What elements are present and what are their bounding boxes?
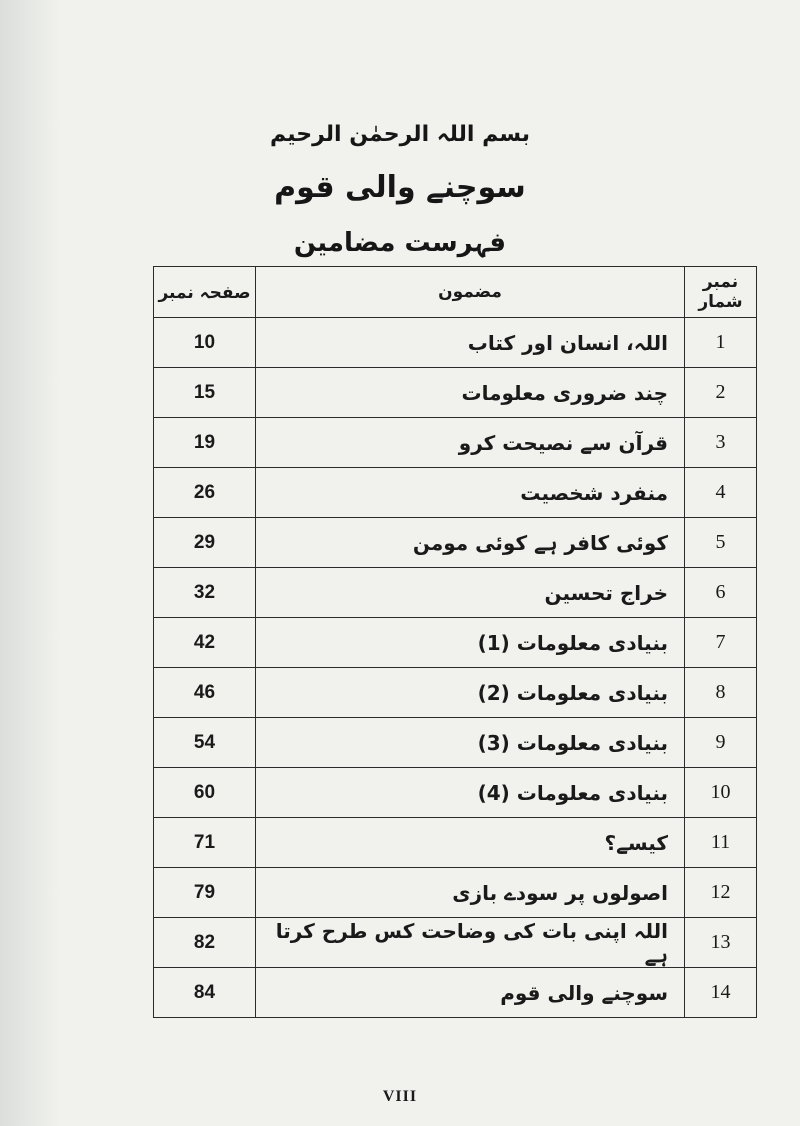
row-page: 42 (154, 618, 256, 668)
row-page: 15 (154, 368, 256, 418)
table-header-row (154, 267, 757, 318)
table-row (154, 618, 757, 668)
row-title: قرآن سے نصیحت کرو (256, 418, 685, 468)
row-page: 10 (154, 318, 256, 368)
toc-heading: فہرست مضامین (293, 228, 507, 258)
row-page: 26 (154, 468, 256, 518)
page-edge-shadow (0, 0, 60, 1126)
contents-table (153, 266, 757, 1018)
row-title: بنیادی معلومات (2) (256, 668, 685, 718)
row-title: اللہ، انسان اور کتاب (256, 318, 685, 368)
column-header-topic: مضمون (256, 267, 685, 318)
row-page: 46 (154, 668, 256, 718)
table-row (154, 468, 757, 518)
row-number: 4 (685, 468, 757, 518)
page-number: VIII (382, 1088, 418, 1105)
row-title: کیسے؟ (256, 818, 685, 868)
row-page: 82 (154, 918, 256, 968)
table-row (154, 718, 757, 768)
table-row (154, 818, 757, 868)
row-title: منفرد شخصیت (256, 468, 685, 518)
row-title: اصولوں پر سودے بازی (256, 868, 685, 918)
row-number: 14 (685, 968, 757, 1018)
column-header-page: صفحہ نمبر (154, 267, 256, 318)
row-page: 19 (154, 418, 256, 468)
row-page: 29 (154, 518, 256, 568)
table-row (154, 518, 757, 568)
row-title: بنیادی معلومات (4) (256, 768, 685, 818)
row-title: چند ضروری معلومات (256, 368, 685, 418)
row-page: 60 (154, 768, 256, 818)
row-number: 1 (685, 318, 757, 368)
row-title: اللہ اپنی بات کی وضاحت کس طرح کرتا ہے (256, 918, 685, 968)
table-row (154, 368, 757, 418)
book-title: سوچنے والی قوم (274, 170, 526, 205)
row-number: 11 (685, 818, 757, 868)
table-row (154, 968, 757, 1018)
bismillah: بسم اللہ الرحمٰن الرحیم (269, 122, 530, 147)
row-number: 12 (685, 868, 757, 918)
row-page: 71 (154, 818, 256, 868)
row-number: 7 (685, 618, 757, 668)
row-number: 6 (685, 568, 757, 618)
row-number: 13 (685, 918, 757, 968)
table-row (154, 668, 757, 718)
row-page: 84 (154, 968, 256, 1018)
row-page: 54 (154, 718, 256, 768)
row-title: سوچنے والی قوم (256, 968, 685, 1018)
row-title: کوئی کافر ہے کوئی مومن (256, 518, 685, 568)
row-page: 32 (154, 568, 256, 618)
row-page: 79 (154, 868, 256, 918)
table-row (154, 868, 757, 918)
row-title: خراج تحسین (256, 568, 685, 618)
row-number: 10 (685, 768, 757, 818)
table-row (154, 318, 757, 368)
row-number: 9 (685, 718, 757, 768)
table-row (154, 568, 757, 618)
row-number: 3 (685, 418, 757, 468)
row-number: 8 (685, 668, 757, 718)
row-number: 5 (685, 518, 757, 568)
column-header-serial: نمبر شمار (685, 267, 757, 318)
table-row (154, 918, 757, 968)
table-row (154, 768, 757, 818)
table-row (154, 418, 757, 468)
row-title: بنیادی معلومات (3) (256, 718, 685, 768)
row-number: 2 (685, 368, 757, 418)
row-title: بنیادی معلومات (1) (256, 618, 685, 668)
